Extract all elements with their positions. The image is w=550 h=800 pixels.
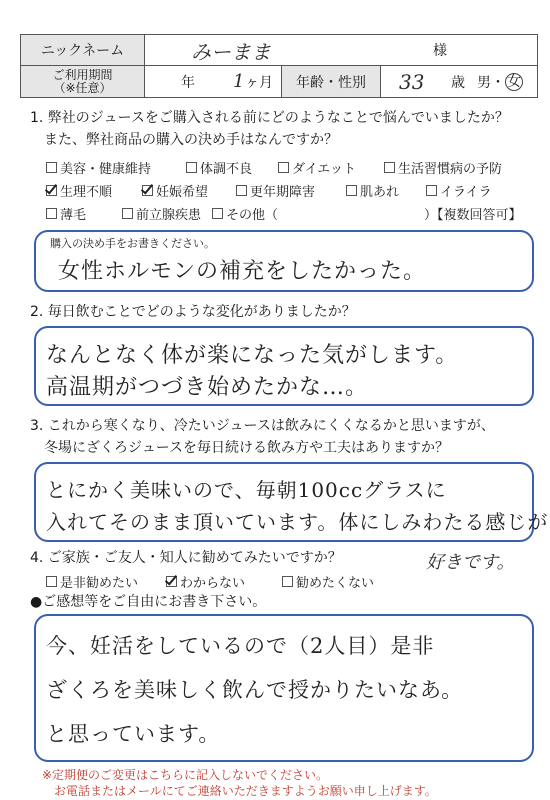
checkbox[interactable] [384, 162, 395, 173]
q1-option[interactable]: その他（ [212, 204, 278, 223]
q1-text-1: 1. 弊社のジュースをご購入される前にどのようなことで悩んでいましたか？ [30, 110, 509, 126]
q1-option[interactable]: 美容・健康維持 [46, 158, 151, 177]
footer-note-1: ※定期便のご変更はこちらに記入しないでください。 [42, 768, 329, 782]
q1-option[interactable]: 体調不良 [186, 158, 252, 177]
gender-options [477, 66, 523, 97]
checkbox[interactable] [212, 208, 223, 219]
q3-answer-1: とにかく美味いので、毎朝100ccグラスに [46, 478, 447, 502]
q4-option[interactable]: 勧めたくない [282, 572, 374, 591]
checkbox-checked[interactable] [166, 576, 177, 587]
q1-box-caption: 購入の決め手をお書きください。 [50, 237, 215, 250]
checkbox[interactable] [122, 208, 133, 219]
checkbox[interactable] [282, 576, 293, 587]
q3-answer-box[interactable] [34, 462, 549, 542]
q2-answer-box[interactable] [34, 326, 534, 406]
q2-answer-1: なんとなく体が楽になった気がします。 [46, 343, 459, 368]
gender-female-circled: 女 [507, 73, 521, 90]
q1-text-2: また、弊社商品の購入の決め手はなんですか？ [44, 132, 338, 148]
checkbox[interactable] [278, 162, 289, 173]
q3-text-2: 冬場にざくろジュースを毎日続ける飲み方や工夫はありますか？ [44, 440, 450, 456]
footer-note-2: お電話またはメールにてご連絡いただきますようお願い申し上げます。 [54, 784, 437, 798]
period-label-main: ご利用期間 [52, 67, 113, 82]
q3-answer-2: 入れてそのまま頂いています。体にしみわたる感じが [46, 510, 549, 534]
checkbox[interactable] [346, 185, 357, 196]
period-year-unit: 年 [181, 74, 195, 91]
q3-text-1: 3. これから寒くなり、冷たいジュースは飲みにくくなるかと思いますが、 [30, 418, 495, 434]
q1-option[interactable]: 更年期障害 [236, 181, 315, 200]
period-label-optional: （※任意） [53, 80, 112, 95]
q4-option[interactable]: わからない [166, 572, 245, 591]
period-age-row [20, 66, 538, 98]
checkbox[interactable] [46, 162, 57, 173]
checkbox[interactable] [46, 576, 57, 587]
q5-answer-2: ざくろを美味しく飲んで授かりたいなあ。 [46, 678, 464, 702]
gender-dot: ・ [491, 74, 505, 91]
period-month-value: 1 [233, 71, 245, 92]
nickname-row [20, 34, 538, 66]
q1-option[interactable]: 肌あれ [346, 181, 399, 200]
q1-multi-note: ）【複数回答可】 [424, 208, 522, 223]
age-value: 33 [399, 69, 425, 94]
q4-text: 4. ご家族・ご友人・知人に勧めてみたいですか？ [30, 550, 342, 566]
checkbox[interactable] [46, 208, 57, 219]
q1-answer-box[interactable] [34, 230, 534, 292]
q5-answer-3: と思っています。 [46, 722, 221, 746]
q2-text: 2. 毎日飲むことでどのような変化がありましたか？ [30, 304, 356, 320]
q5-text: ●ご感想等をご自由にお書き下さい。 [30, 594, 267, 610]
period-month-unit: ヶ月 [245, 74, 273, 91]
q1-option[interactable]: イライラ [426, 181, 492, 200]
age-gender-label: 年齢・性別 [281, 66, 381, 97]
q4-note: 好きです。 [426, 552, 515, 573]
survey-card [8, 8, 549, 798]
nickname-value: みーまま [191, 39, 271, 64]
checkbox[interactable] [236, 185, 247, 196]
nickname-label: ニックネーム [21, 35, 145, 65]
q5-answer-1: 今、妊活をしているので（2人目）是非 [46, 634, 435, 658]
period-label [21, 66, 145, 97]
q1-option[interactable]: 生理不順 [46, 181, 112, 200]
checkbox-checked[interactable] [46, 185, 57, 196]
q1-option[interactable]: 生活習慣病の予防 [384, 158, 502, 177]
checkbox[interactable] [426, 185, 437, 196]
age-unit: 歳 [451, 74, 465, 91]
q5-answer-box[interactable] [34, 614, 534, 762]
honorific: 様 [433, 43, 447, 59]
q1-option[interactable]: 妊娠希望 [142, 181, 208, 200]
q1-option[interactable]: 前立腺疾患 [122, 204, 201, 223]
q1-answer: 女性ホルモンの補充をしたかった。 [58, 259, 427, 284]
q2-answer-2: 高温期がつづき始めたかな…。 [46, 375, 369, 400]
checkbox[interactable] [186, 162, 197, 173]
gender-male: 男 [477, 74, 491, 91]
q1-option[interactable]: ダイエット [278, 158, 356, 177]
q1-option[interactable]: 薄毛 [46, 204, 86, 223]
q4-option[interactable]: 是非勧めたい [46, 572, 138, 591]
checkbox-checked[interactable] [142, 185, 153, 196]
